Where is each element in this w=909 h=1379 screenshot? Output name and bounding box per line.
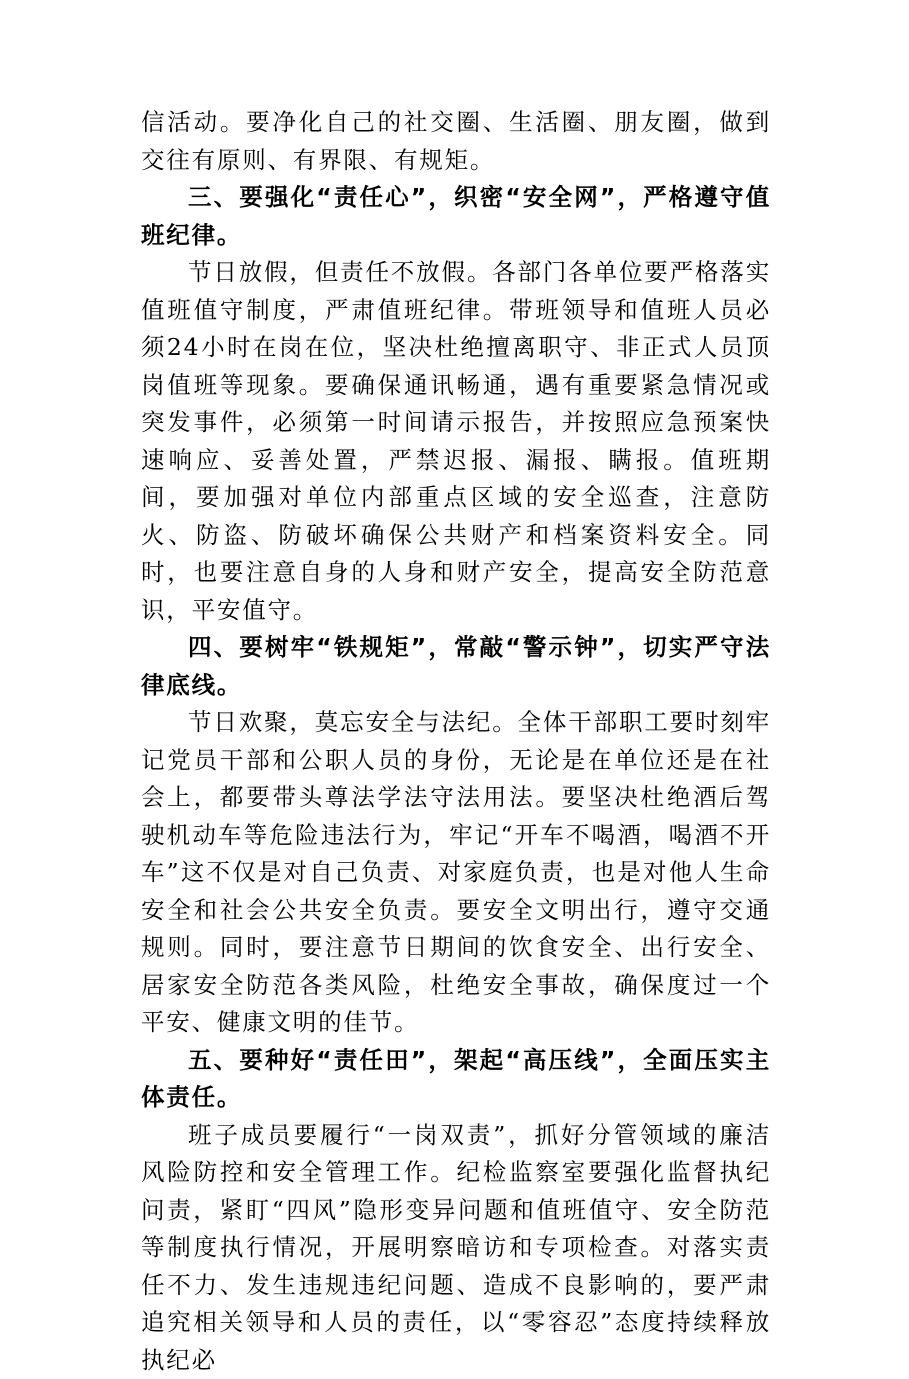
section-heading-five: 五、要种好“责任田”，架起“高压线”，全面压实主体责任。 [141, 1042, 771, 1117]
paragraph-responsibility: 班子成员要履行“一岗双责”，抓好分管领域的廉洁风险防控和安全管理工作。纪检监察室要强化监督执纪问责，紧盯“四风”隐形变异问题和值班值守、安全防范等制度执行情况，开展明察暗访和专项检查。对落实责任不力、发生违规违纪问题、造成不良影响的，要严肃追究相关领导和人员的责任，以“零容忍”态度持续释放执纪必 [141, 1117, 771, 1379]
paragraph-duty-discipline: 节日放假，但责任不放假。各部门各单位要严格落实值班值守制度，严肃值班纪律。带班领导和值班人员必须24小时在岗在位，坚决杜绝擅离职守、非正式人员顶岗值班等现象。要确保通讯畅通，遇有重要紧急情况或突发事件，必须第一时间请示报告，并按照应急预案快速响应、妥善处置，严禁迟报、漏报、瞒报。值班期间，要加强对单位内部重点区域的安全巡查，注意防火、防盗、防破坏确保公共财产和档案资料安全。同时，也要注意自身的人身和财产安全，提高安全防范意识，平安值守。 [141, 254, 771, 629]
paragraph-continued: 信活动。要净化自己的社交圈、生活圈、朋友圈，做到交往有原则、有界限、有规矩。 [141, 104, 771, 179]
section-heading-three: 三、要强化“责任心”，织密“安全网”，严格遵守值班纪律。 [141, 179, 771, 254]
paragraph-safety-law: 节日欢聚，莫忘安全与法纪。全体干部职工要时刻牢记党员干部和公职人员的身份，无论是在单位还是在社会上，都要带头尊法学法守法用法。要坚决杜绝酒后驾驶机动车等危险违法行为，牢记“开车不喝酒，喝酒不开车”这不仅是对自己负责、对家庭负责，也是对他人生命安全和社会公共安全负责。要安全文明出行，遵守交通规则。同时，要注意节日期间的饮食安全、出行安全、居家安全防范各类风险，杜绝安全事故，确保度过一个平安、健康文明的佳节。 [141, 704, 771, 1042]
section-heading-four: 四、要树牢“铁规矩”，常敲“警示钟”，切实严守法律底线。 [141, 629, 771, 704]
document-page [141, 104, 771, 1379]
